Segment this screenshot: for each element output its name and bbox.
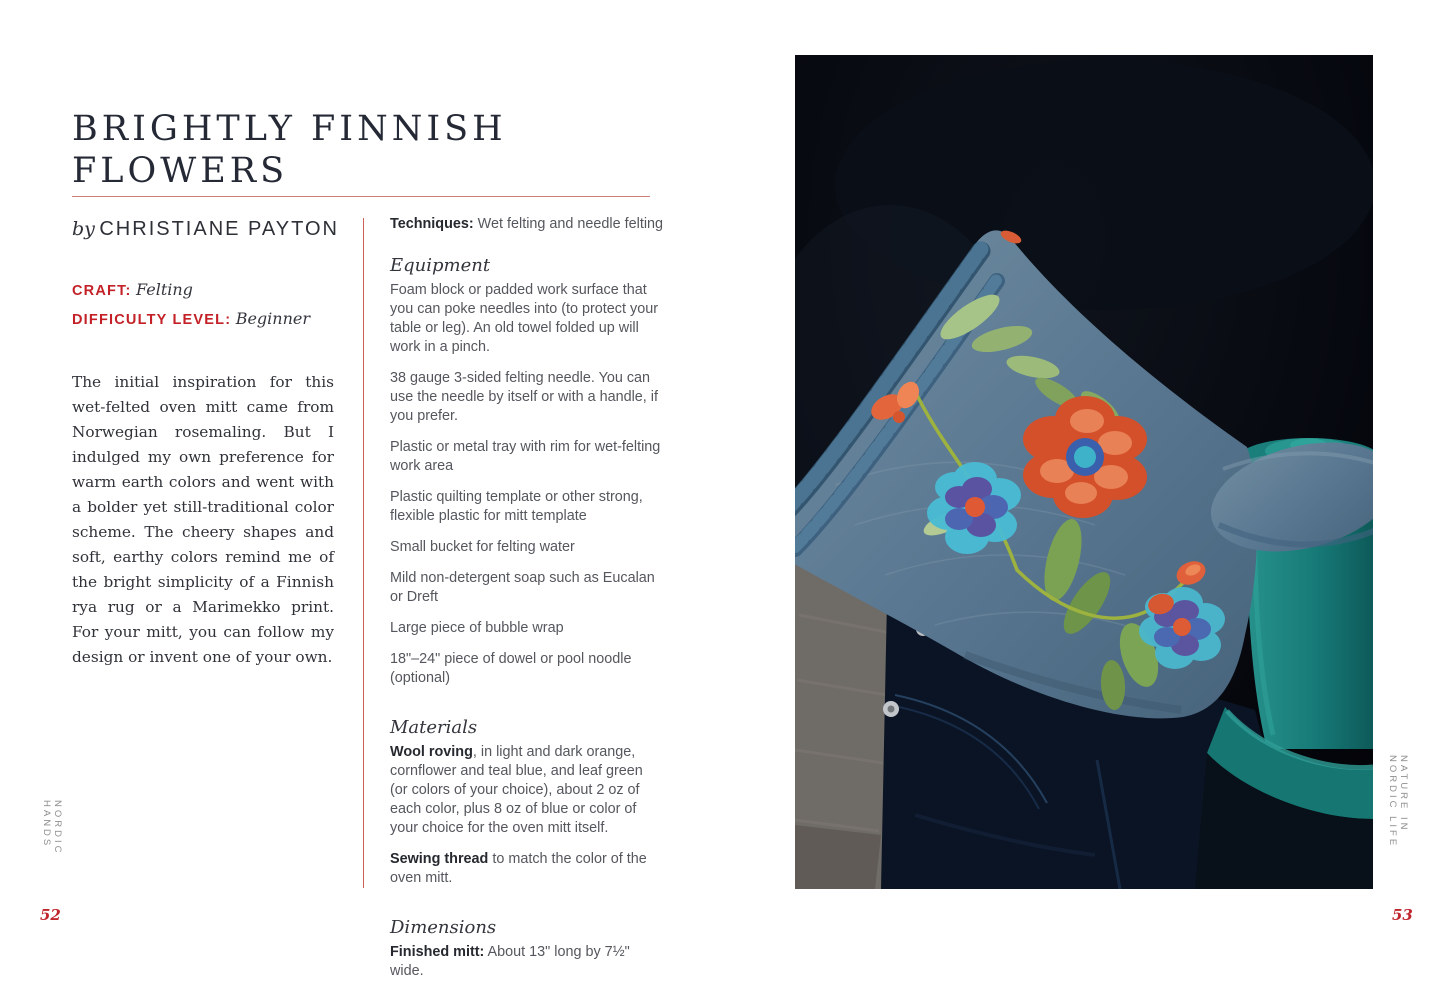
article-title: [72, 108, 507, 192]
thread-text: to match the color of the oven mitt.: [390, 851, 647, 886]
equipment-item: Plastic or metal tray with rim for wet-felting work area: [390, 439, 661, 474]
equipment-item: Foam block or padded work surface that you can poke needles into (to protect your table or leg). An old towel folded up will work in a pinch.: [390, 282, 658, 355]
wool-text: , in light and dark orange, cornflower and teal blue, and leaf green (or colors of your choice), about 2 oz of each color, plus 8 oz of blue or color of your choice for the oven mitt itself.: [390, 744, 643, 836]
techniques-label: Techniques:: [390, 216, 474, 232]
column-divider: [363, 218, 364, 888]
equipment-item: Small bucket for felting water: [390, 539, 575, 555]
book-title-vertical: NORDIC HANDS: [41, 800, 63, 856]
craft-value: Felting: [136, 280, 193, 299]
materials-wool: [390, 743, 664, 838]
page-number-left: 52: [40, 906, 61, 924]
finished-mitt-text: About 13" long by 7½" wide.: [390, 944, 630, 979]
difficulty-value: Beginner: [235, 309, 310, 328]
byline-prefix: by: [72, 218, 95, 240]
equipment-item: 38 gauge 3-sided felting needle. You can use the needle by itself or with a handle, if you prefer.: [390, 370, 658, 424]
materials-thread: [390, 850, 664, 888]
thread-label: Sewing thread: [390, 851, 489, 867]
equipment-item: Mild non-detergent soap such as Eucalan or Dreft: [390, 570, 655, 605]
byline: [72, 218, 339, 241]
page-number-right: 53: [1392, 906, 1413, 924]
techniques-line: [390, 215, 664, 234]
article-title-line2: FLOWERS: [72, 151, 289, 191]
equipment-item: Plastic quilting template or other strong, flexible plastic for mitt template: [390, 489, 643, 524]
byline-author: CHRISTIANE PAYTON: [99, 218, 339, 240]
article-title-line1: BRIGHTLY FINNISH: [72, 109, 507, 149]
intro-paragraph: The initial inspiration for this wet-felted oven mitt came from Norwegian rosemaling. But I indulged my own preference for warm earth colors and went with a bolder yet still-traditional color scheme. The cheery shapes and soft, earthy colors remind me of the bright simplicity of a Finnish rya rug or a Marimekko print. For your mitt, you can follow my design or invent one of your own.: [72, 373, 334, 666]
techniques-value: Wet felting and needle felting: [473, 216, 664, 232]
dimensions-heading: Dimensions: [390, 917, 497, 938]
project-details-column: [390, 215, 664, 993]
wool-label: Wool roving: [390, 744, 473, 760]
equipment-item: Large piece of bubble wrap: [390, 620, 564, 636]
title-rule: [72, 196, 650, 197]
craft-label: CRAFT:: [72, 283, 132, 299]
materials-heading: Materials: [390, 717, 478, 738]
craft-line: [72, 276, 310, 305]
difficulty-line: [72, 305, 310, 334]
equipment-item: 18"–24" piece of dowel or pool noodle (optional): [390, 651, 632, 686]
photo-felted-oven-mitt: [795, 55, 1373, 889]
craft-meta: [72, 276, 310, 334]
finished-mitt-label: Finished mitt:: [390, 944, 485, 960]
chapter-title-vertical: NATURE IN NORDIC LIFE: [1387, 755, 1409, 849]
difficulty-label: DIFFICULTY LEVEL:: [72, 312, 232, 328]
dimensions-line: [390, 943, 664, 981]
equipment-heading: Equipment: [390, 255, 491, 276]
